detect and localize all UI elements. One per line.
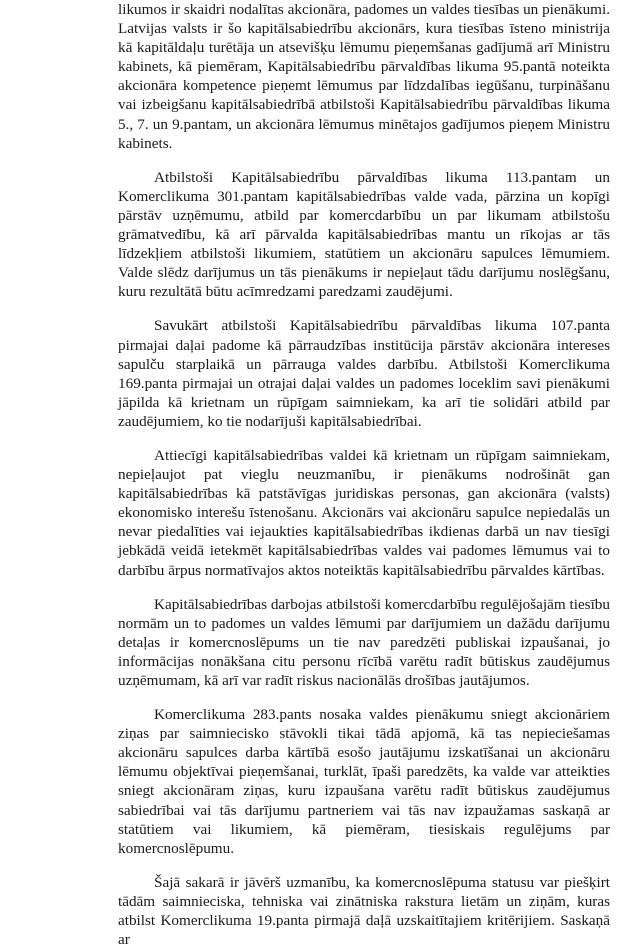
document-page xyxy=(118,0,610,949)
paragraph-7: Šajā sakarā ir jāvērš uzmanību, ka komercnoslēpuma statusu var piešķirt tādām saimnieciska, tehniska vai zinātniska rakstura lietām un ziņām, kuras atbilst Komerclikuma 19.panta pirmajā daļā uzskaitītajiem kritērijiem. Saskaņā ar xyxy=(118,873,610,949)
paragraph-3: Savukārt atbilstoši Kapitālsabiedrību pārvaldības likuma 107.panta pirmajai daļai padome kā pārraudzības institūcija pārstāv akcionāra intereses sapulču starplaikā un pārrauga valdes darbību. Atbilstoši Komerclikuma 169.panta pirmajai un otrajai daļai valdes un padomes loceklim savi pienākumi jāpilda kā krietnam un rūpīgam saimniekam, ka arī tie solidāri atbild par zaudējumiem, ko tie nodarījuši kapitālsabiedrībai. xyxy=(118,317,610,430)
paragraph-6: Komerclikuma 283.pants nosaka valdes pienākumu sniegt akcionāriem ziņas par saimniecisko stāvokli tikai tādā apjomā, kā tas nepieciešamas akcionāru sapulces darba kārtībā esošo jautājumu izskatīšanai un akcionāru lēmumu objektīvai pieņemšanai, turklāt, īpaši paredzēts, ka valde var atteikties sniegt akcionāram ziņas, kuru izpaušana varētu radīt būtiskus zaudējumus sabiedrībai vai tās darījumu partneriem vai tās nav izpaužamas saskaņā ar statūtiem vai likumiem, kā piemēram, tiesiskais regulējums par komercnoslēpumu. xyxy=(118,706,610,857)
paragraph-1: likumos ir skaidri nodalītas akcionāra, padomes un valdes tiesības un pienākumi. Latvijas valsts ir šo kapitālsabiedrību akcionārs, kura tiesības īsteno ministrija kā kapitāldaļu turētāja un atsevišķu lēmumu pieņemšanas gadījumā arī Ministru kabinets, kā piemēram, Kapitālsabiedrību pārvaldības likuma 95.pantā noteikta akcionāra kompetence pieņemt lēmumus par līdzdalības iegūšanu, turpināšanu vai izbeigšanu kapitālsabiedrībā atbilstoši Kapitālsabiedrību pārvaldības likuma 5., 7. un 9.pantam, un akcionāra lēmumus minētajos gadījumos pieņem Ministru kabinets. xyxy=(118,1,610,152)
paragraph-5: Kapitālsabiedrības darbojas atbilstoši komercdarbību regulējošajām tiesību normām un to padomes un valdes lēmumi par darījumiem un dažādu darījumu detaļas ir komercnoslēpums un tie nav paredzēti publiskai izpaušanai, jo informācijas nonākšana citu personu rīcībā varētu radīt būtiskus zaudējumus uzņēmumam, kā arī var radīt riskus nacionālās drošības jautājumos. xyxy=(118,595,610,689)
paragraph-2: Atbilstoši Kapitālsabiedrību pārvaldības likuma 113.pantam un Komerclikuma 301.pantam kapitālsabiedrības valde vada, pārzina un kopīgi pārstāv uzņēmumu, atbild par komercdarbību un par likumam atbilstošu grāmatvedību, kā arī pārvalda kapitālsabiedrības mantu un rīkojas ar tās līdzekļiem atbilstoši likumiem, statūtiem un akcionāru sapulces lēmumiem. Valde slēdz darījumus un tās pienākums ir nepieļaut tādu darījumu noslēgšanu, kuru rezultātā būtu acīmredzami paredzami zaudējumi. xyxy=(118,168,610,301)
paragraph-4: Attiecīgi kapitālsabiedrības valdei kā krietnam un rūpīgam saimniekam, nepieļaujot pat vieglu neuzmanību, ir pienākums nodrošināt gan kapitālsabiedrības kā patstāvīgas juridiskas personas, gan akcionāra (valsts) ekonomisko interešu īstenošanu. Akcionārs vai akcionāru sapulce nepiedalās un nevar piedalīties vai iejaukties kapitālsabiedrības ikdienas darbā un nav tiesīgi jebkādā veidā ietekmēt kapitālsabiedrības valdes vai padomes lēmumus vai to darbību ārpus normatīvajos aktos noteiktās kapitālsabiedrību pārvaldes kārtības. xyxy=(118,446,610,579)
